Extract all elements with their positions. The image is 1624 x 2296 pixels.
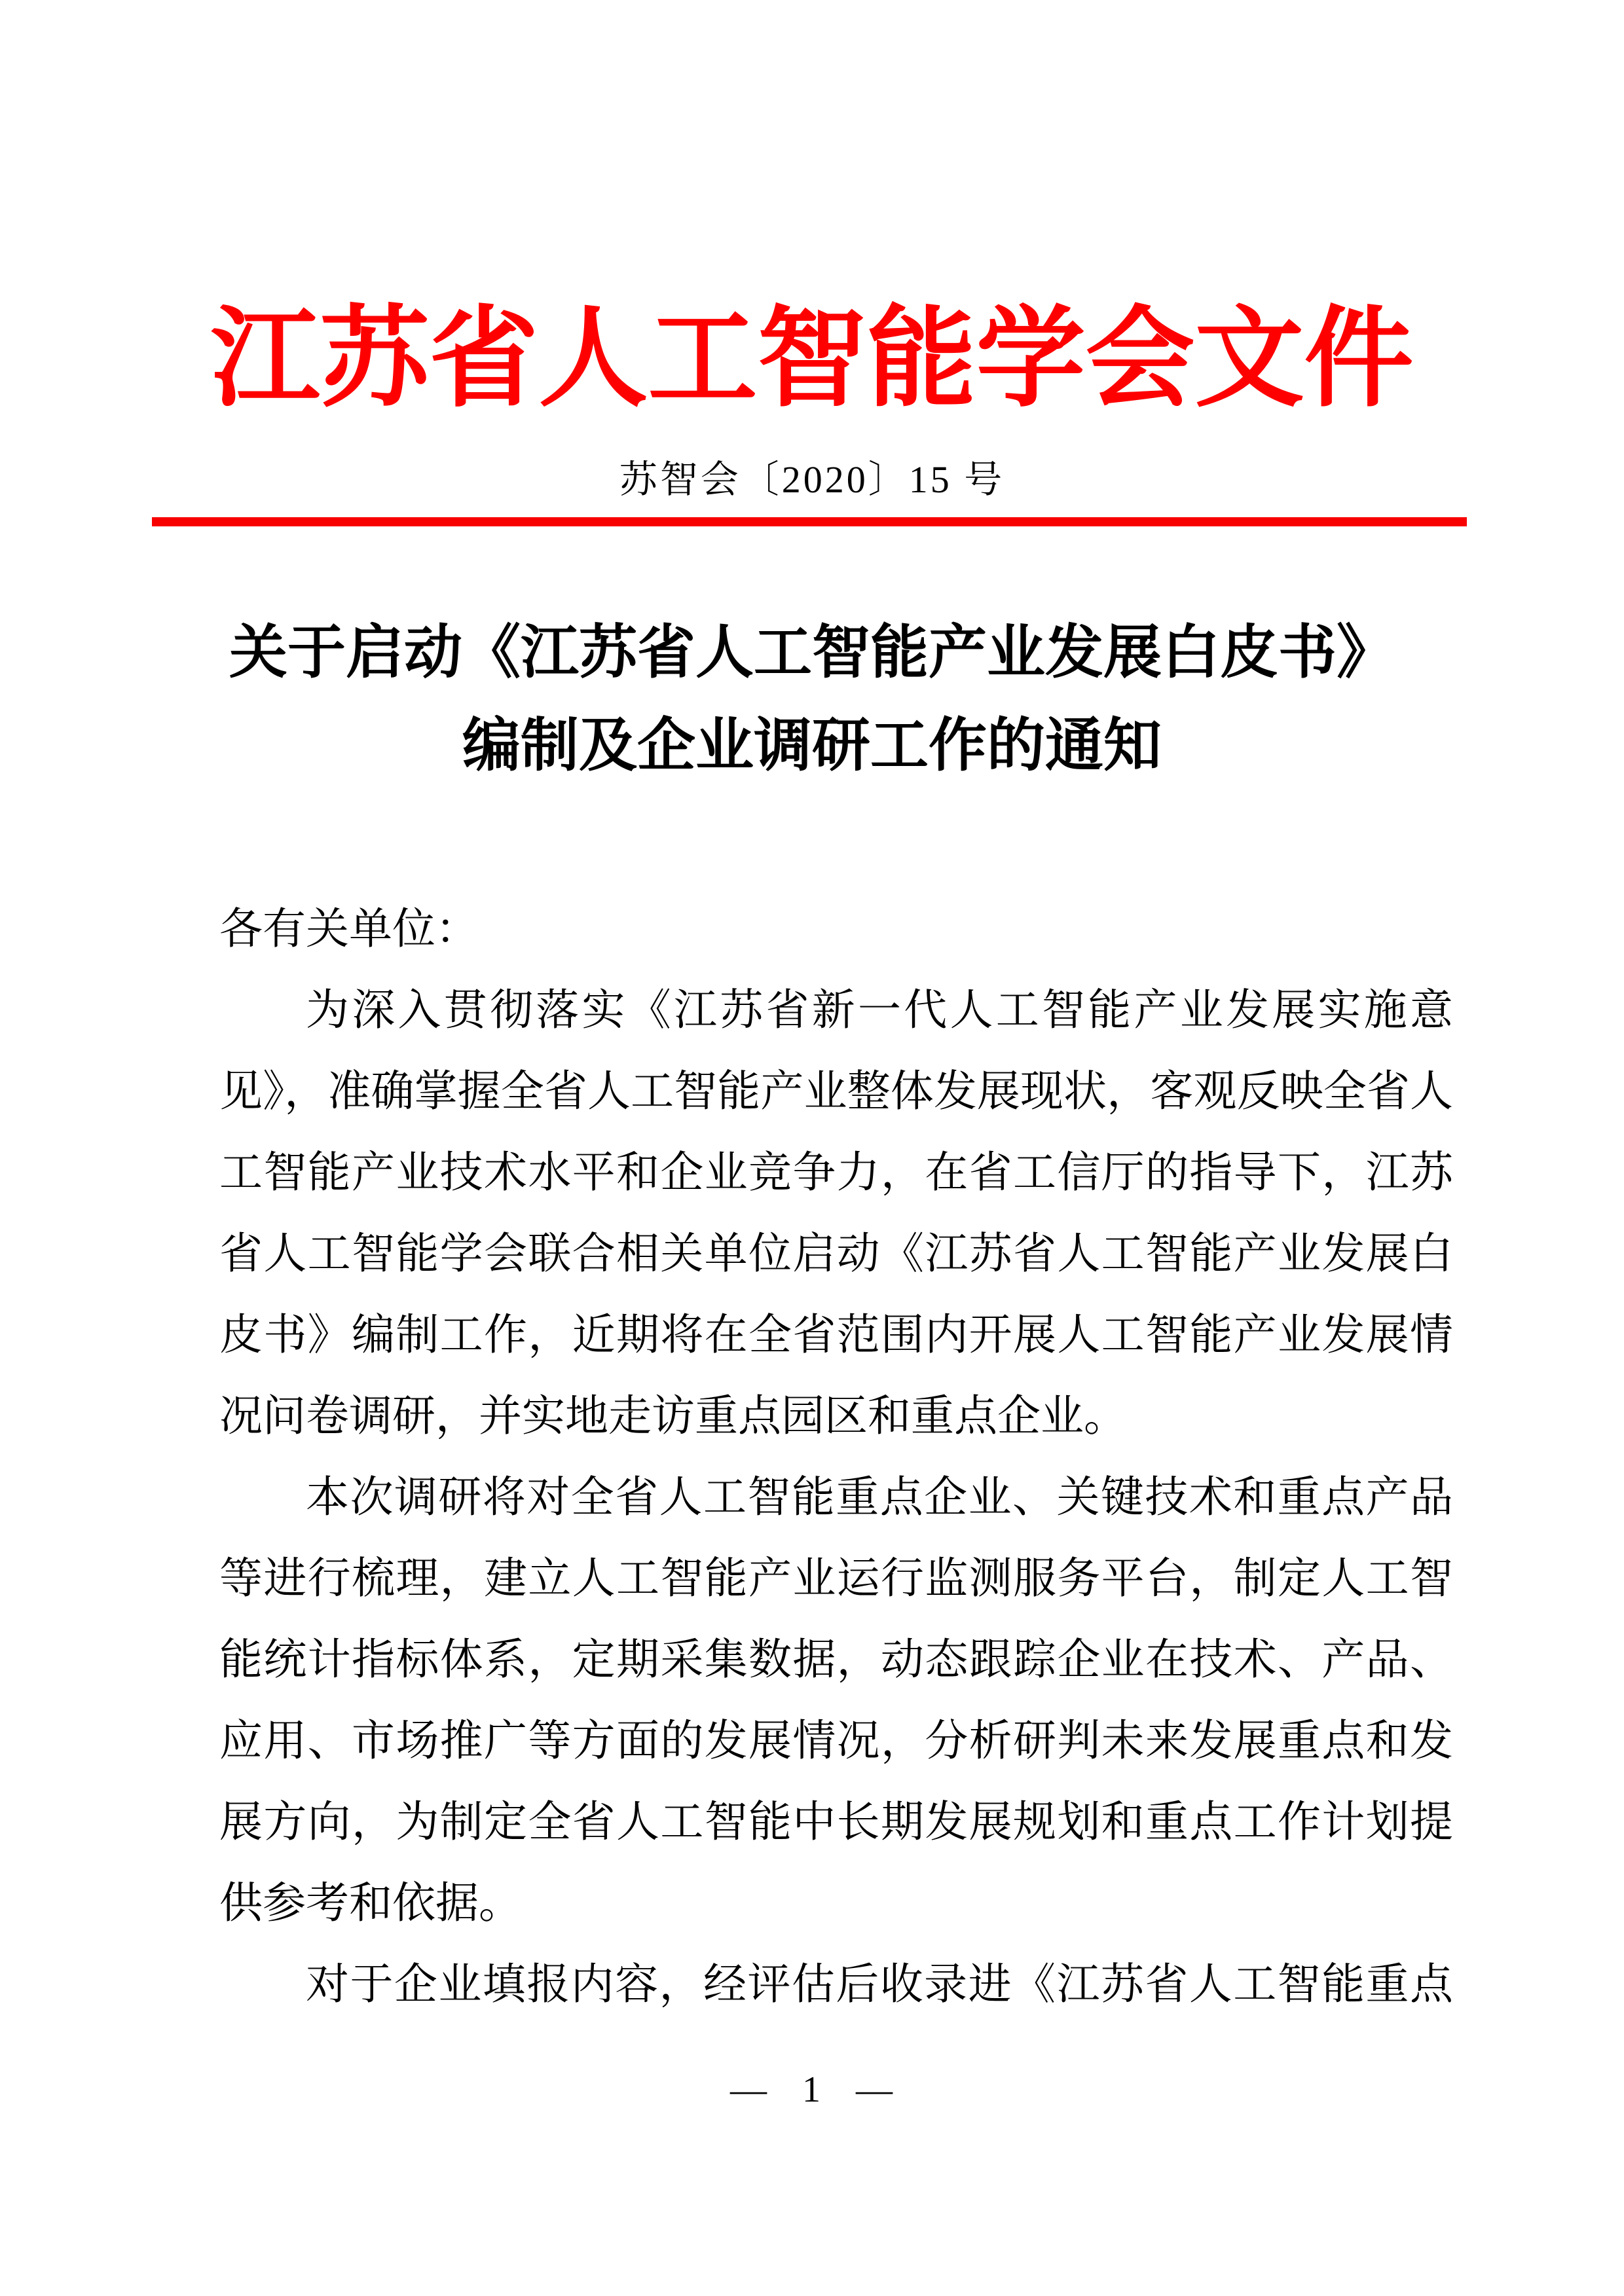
doc-number: 苏智会〔2020〕15 号	[619, 458, 1005, 501]
body-line: 对于企业填报内容，经评估后收录进《江苏省人工智能重点	[306, 1961, 1453, 2009]
document-title-line2: 编制及企业调研工作的通知	[462, 714, 1162, 778]
body-line: 能统计指标体系，定期采集数据，动态跟踪企业在技术、产品、	[219, 1636, 1453, 1684]
document-body	[219, 889, 1453, 2026]
page-number: — 1 —	[730, 2069, 894, 2110]
body-line: 等进行梳理，建立人工智能产业运行监测服务平台，制定人工智	[219, 1555, 1453, 1603]
body-line: 本次调研将对全省人工智能重点企业、关键技术和重点产品	[306, 1474, 1453, 1522]
body-line: 应用、市场推广等方面的发展情况，分析研判未来发展重点和发	[219, 1717, 1453, 1765]
body-line: 为深入贯彻落实《江苏省新一代人工智能产业发展实施意	[306, 987, 1453, 1034]
red-header-title: 江苏省人工智能学会文件	[210, 299, 1414, 420]
document-title-line1: 关于启动《江苏省人工智能产业发展白皮书》	[229, 621, 1395, 685]
body-line: 工智能产业技术水平和企业竞争力，在省工信厅的指导下，江苏	[219, 1149, 1453, 1197]
body-line: 展方向，为制定全省人工智能中长期发展规划和重点工作计划提	[219, 1798, 1453, 1846]
body-line: 见》，准确掌握全省人工智能产业整体发展现状，客观反映全省人	[219, 1068, 1453, 1116]
red-separator-line	[152, 517, 1467, 526]
body-line: 况问卷调研，并实地走访重点园区和重点企业。	[219, 1393, 1127, 1440]
body-line: 皮书》编制工作，近期将在全省范围内开展人工智能产业发展情	[219, 1311, 1453, 1359]
body-line: 供参考和依据。	[219, 1880, 522, 1927]
body-line: 省人工智能学会联合相关单位启动《江苏省人工智能产业发展白	[219, 1230, 1453, 1278]
document-title	[0, 607, 1624, 793]
body-line: 各有关单位：	[219, 905, 479, 953]
